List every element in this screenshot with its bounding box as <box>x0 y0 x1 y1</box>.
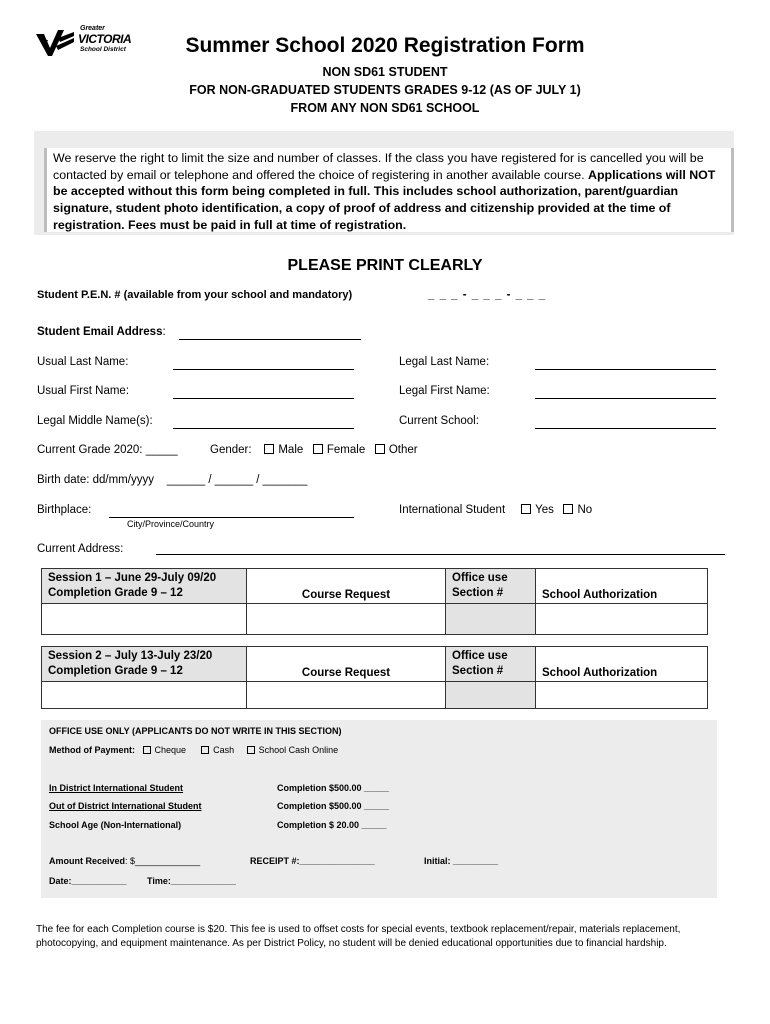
notice-text: We reserve the right to limit the size and number of classes. If the class you have registered for is cancelled you will be contacted by email or telephone and offered the choice of registering in another available course. <box>53 151 704 182</box>
subtitle-1: NON SD61 STUDENT <box>322 65 448 79</box>
session-1-office-use-label: Office use <box>452 572 508 584</box>
pen-label: Student P.E.N. # (available from your school and mandatory) <box>37 289 353 301</box>
session-2-office-use-header <box>446 647 536 682</box>
session-1-authorization-cell[interactable] <box>536 604 708 635</box>
session-2-info-cell <box>42 682 247 709</box>
notice-box <box>44 148 734 232</box>
session-1-info-cell <box>42 604 247 635</box>
current-address-label: Current Address: <box>37 543 124 555</box>
amount-received-label: Amount Received <box>49 856 126 866</box>
international-yes-checkbox[interactable] <box>521 504 531 514</box>
cheque-label: Cheque <box>154 745 187 755</box>
pen-field[interactable]: _ _ _ - _ _ _ - _ _ _ <box>428 289 547 301</box>
legal-first-name-field[interactable] <box>535 398 716 399</box>
office-use-heading: OFFICE USE ONLY (APPLICANTS DO NOT WRITE IN THIS SECTION) <box>49 726 342 736</box>
email-colon: : <box>162 326 166 338</box>
current-school-field[interactable] <box>535 428 716 429</box>
session-2-authorization-cell[interactable] <box>536 682 708 709</box>
fee-footnote: The fee for each Completion course is $20. This fee is used to offset costs for special events, textbook replacement/repair, materials replacement, photocopying, and equipment maintenance. As per District Policy, no student will be denied educational opportunities due to financial hardship. <box>36 924 681 949</box>
birthplace-hint: City/Province/Country <box>127 519 215 529</box>
gender-label: Gender: <box>210 444 252 456</box>
birth-date-field[interactable]: ______ / ______ / _______ <box>166 474 308 486</box>
school-cash-online-checkbox[interactable] <box>247 746 255 754</box>
birthplace-field[interactable] <box>109 517 354 518</box>
session-2-school-authorization-header: School Authorization <box>536 647 708 682</box>
amount-received-field[interactable]: : $_____________ <box>125 856 201 866</box>
gender-male-label: Male <box>278 444 304 456</box>
legal-middle-name-label: Legal Middle Name(s): <box>37 415 153 427</box>
birth-date-label: Birth date: dd/mm/yyyy <box>37 474 154 486</box>
session-2-section-label: Section # <box>452 665 504 677</box>
international-no-checkbox[interactable] <box>563 504 573 514</box>
session-2-grades: Completion Grade 9 – 12 <box>48 665 183 677</box>
logo-line-1: Greater <box>80 25 105 32</box>
session-1-grades: Completion Grade 9 – 12 <box>48 587 183 599</box>
school-age-label: School Age (Non-International) <box>49 820 182 830</box>
session-1-dates: Session 1 – June 29-July 09/20 <box>48 572 217 584</box>
session-1-school-authorization-header: School Authorization <box>536 569 708 604</box>
gender-other-checkbox[interactable] <box>375 444 385 454</box>
session-2-table <box>41 646 708 709</box>
session-1-section-cell <box>446 604 536 635</box>
cheque-checkbox[interactable] <box>143 746 151 754</box>
legal-last-name-field[interactable] <box>535 369 716 370</box>
gender-other-label: Other <box>388 444 418 456</box>
session-1-header <box>42 569 247 604</box>
session-2-section-cell <box>446 682 536 709</box>
in-district-international-fee: Completion $500.00 _____ <box>277 783 390 793</box>
logo-line-3: School District <box>80 46 126 53</box>
session-2-course-request-cell[interactable] <box>247 682 446 709</box>
school-age-fee: Completion $ 20.00 _____ <box>277 820 387 830</box>
school-cash-online-label: School Cash Online <box>258 745 339 755</box>
session-2-header <box>42 647 247 682</box>
in-district-international-label: In District International Student <box>49 783 184 793</box>
session-2-dates: Session 2 – July 13-July 23/20 <box>48 650 213 662</box>
please-print-heading: PLEASE PRINT CLEARLY <box>287 257 483 274</box>
legal-first-name-label: Legal First Name: <box>399 385 490 397</box>
session-1-office-use-header <box>446 569 536 604</box>
current-grade-label: Current Grade 2020: <box>37 444 143 456</box>
current-grade-field[interactable]: _____ <box>145 444 178 456</box>
receipt-field[interactable]: RECEIPT #:_______________ <box>250 856 375 866</box>
form-title: Summer School 2020 Registration Form <box>185 34 585 57</box>
gender-male-checkbox[interactable] <box>264 444 274 454</box>
usual-first-name-field[interactable] <box>173 398 354 399</box>
birthplace-label: Birthplace: <box>37 504 92 516</box>
subtitle-2: FOR NON-GRADUATED STUDENTS GRADES 9-12 (AS OF JULY 1) <box>189 83 581 97</box>
usual-last-name-field[interactable] <box>173 369 354 370</box>
notice-bold-text: Applications will NOT be accepted without this form being completed in full. This includes school authorization, parent/guardian signature, student photo identification, a copy of proof of address and citizenship provided at the time of registration. Fees must be paid in full at time of registration. <box>53 167 716 232</box>
international-yes-label: Yes <box>535 504 554 516</box>
international-student-label: International Student <box>399 504 506 516</box>
gender-female-label: Female <box>326 444 366 456</box>
session-1-course-request-header: Course Request <box>247 569 446 604</box>
time-field[interactable]: Time:_____________ <box>147 876 236 886</box>
cash-checkbox[interactable] <box>201 746 209 754</box>
email-field[interactable] <box>179 339 361 340</box>
out-of-district-international-label: Out of District International Student <box>49 801 202 811</box>
payment-method-label: Method of Payment: <box>49 745 136 755</box>
out-of-district-international-fee: Completion $500.00 _____ <box>277 801 390 811</box>
legal-last-name-label: Legal Last Name: <box>399 356 490 368</box>
initial-field[interactable]: Initial: _________ <box>424 856 499 866</box>
usual-last-name-label: Usual Last Name: <box>37 356 129 368</box>
email-label: Student Email Address <box>37 326 163 338</box>
logo-line-2: VICTORIA <box>78 32 132 46</box>
cash-label: Cash <box>213 745 235 755</box>
legal-middle-name-field[interactable] <box>173 428 354 429</box>
international-no-label: No <box>577 504 593 516</box>
session-1-table <box>41 568 708 635</box>
current-school-label: Current School: <box>399 415 479 427</box>
gender-female-checkbox[interactable] <box>313 444 323 454</box>
usual-first-name-label: Usual First Name: <box>37 385 130 397</box>
date-field[interactable]: Date:___________ <box>49 876 127 886</box>
session-1-course-request-cell[interactable] <box>247 604 446 635</box>
session-2-course-request-header: Course Request <box>247 647 446 682</box>
session-2-office-use-label: Office use <box>452 650 508 662</box>
current-address-field[interactable] <box>156 554 725 555</box>
subtitle-3: FROM ANY NON SD61 SCHOOL <box>290 101 480 115</box>
session-1-section-label: Section # <box>452 587 504 599</box>
